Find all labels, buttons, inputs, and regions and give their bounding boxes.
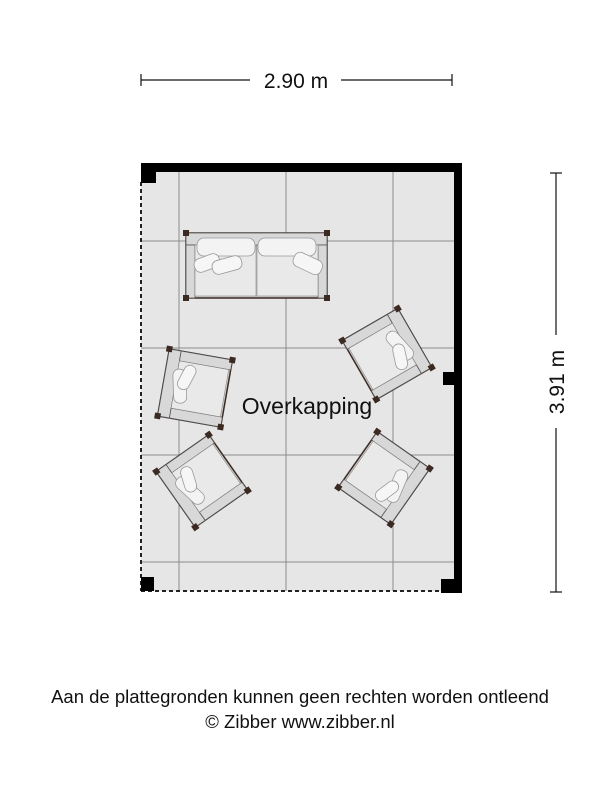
height-dimension-label: 3.91 m <box>546 349 569 415</box>
sofa-icon <box>183 230 330 301</box>
width-dimension <box>141 70 452 93</box>
room-label: Overkapping <box>241 393 373 419</box>
copyright-text: © Zibber www.zibber.nl <box>205 711 395 732</box>
height-dimension <box>546 173 569 592</box>
disclaimer-text: Aan de plattegronden kunnen geen rechten worden ontleend <box>51 686 549 707</box>
width-dimension-label: 2.90 m <box>263 70 329 93</box>
